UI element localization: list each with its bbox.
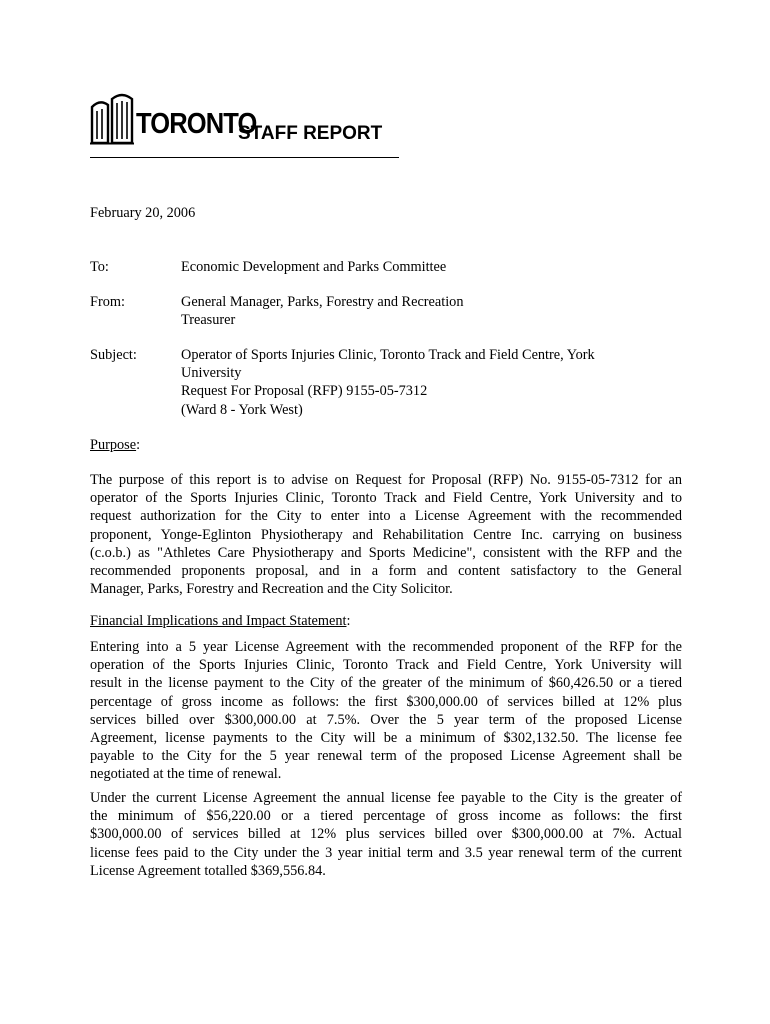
to-value: Economic Development and Parks Committee bbox=[181, 259, 447, 275]
financial-heading: Financial Implications and Impact Statement bbox=[90, 613, 347, 629]
financial-line: License Agreement totalled $369,556.84. bbox=[90, 862, 326, 879]
purpose-line: operator of the Sports Injuries Clinic, Toronto Track and Field Centre, York University and to bbox=[90, 490, 682, 507]
purpose-line: (c.o.b.) as "Athletes Care Physiotherapy and Sports Medicine", consistent with the RFP and the bbox=[90, 544, 682, 561]
purpose-line: The purpose of this report is to advise on Request for Proposal (RFP) No. 9155-05-7312 for an bbox=[90, 472, 682, 488]
purpose-paragraph bbox=[90, 471, 682, 598]
financial-line: $300,000.00 of services billed at 12% plus services billed over $300,000.00 at 7%. Actual bbox=[90, 826, 682, 843]
financial-heading-colon: : bbox=[346, 613, 351, 629]
financial-line: Agreement, license payments to the City will be a minimum of $302,132.50. The license fee bbox=[90, 729, 682, 746]
memo-subject-row bbox=[90, 346, 690, 422]
subject-line: Request For Proposal (RFP) 9155-05-7312 bbox=[181, 383, 428, 400]
report-type-label: STAFF REPORT bbox=[238, 123, 383, 144]
purpose-heading-wrap bbox=[90, 436, 140, 454]
financial-line: services billed over $300,000.00 at 7.5%. Over the 5 year term of the proposed License bbox=[90, 711, 682, 728]
purpose-heading: Purpose bbox=[90, 437, 137, 453]
subject-line: (Ward 8 - York West) bbox=[181, 401, 303, 418]
financial-line: operation of the Sports Injuries Clinic, Toronto Track and Field Centre, York University will bbox=[90, 657, 682, 674]
financial-heading-wrap bbox=[90, 612, 350, 630]
city-hall-logo-icon bbox=[90, 93, 134, 145]
from-label: From: bbox=[90, 294, 125, 310]
financial-paragraph-2 bbox=[90, 789, 682, 880]
report-header bbox=[90, 93, 400, 159]
to-label: To: bbox=[90, 259, 109, 275]
financial-line: result in the license payment to the City of the greater of the minimum of $60,426.50 or a tiered bbox=[90, 675, 682, 692]
financial-line: Entering into a 5 year License Agreement with the recommended proponent of the RFP for the bbox=[90, 639, 682, 655]
financial-line: license fees paid to the City under the 3 year initial term and 3.5 year renewal term of the current bbox=[90, 844, 682, 861]
memo-from-row bbox=[90, 293, 690, 333]
financial-line: percentage of gross income as follows: the first $300,000.00 of services billed at 12% plus bbox=[90, 693, 682, 710]
from-line: General Manager, Parks, Forestry and Recreation bbox=[181, 294, 464, 310]
purpose-heading-colon: : bbox=[136, 437, 141, 453]
subject-line: University bbox=[181, 365, 242, 382]
financial-line: Under the current License Agreement the annual license fee payable to the City is the greater of bbox=[90, 790, 682, 806]
header-rule bbox=[90, 157, 399, 158]
financial-line: the minimum of $56,220.00 or a tiered percentage of gross income as follows: the first bbox=[90, 808, 682, 825]
financial-line: negotiated at the time of renewal. bbox=[90, 766, 282, 783]
purpose-line: proponent, Yonge-Eglinton Physiotherapy and Rehabilitation Centre Inc. carrying on business bbox=[90, 526, 682, 543]
subject-label: Subject: bbox=[90, 347, 137, 363]
purpose-line: request authorization for the City to enter into a License Agreement with the recommended bbox=[90, 508, 682, 525]
memo-to-row bbox=[90, 258, 690, 278]
financial-paragraph-1 bbox=[90, 638, 682, 784]
subject-line: Operator of Sports Injuries Clinic, Toronto Track and Field Centre, York bbox=[181, 347, 595, 363]
purpose-line: recommended proponents proposal, and in a form and content satisfactory to the General bbox=[90, 562, 682, 579]
toronto-logo-text: TORONTO bbox=[136, 108, 257, 140]
report-date: February 20, 2006 bbox=[90, 205, 196, 221]
from-line: Treasurer bbox=[181, 312, 236, 329]
from-value bbox=[181, 293, 681, 329]
financial-line: payable to the City for the 5 year renewal term of the proposed License Agreement shall be bbox=[90, 748, 682, 765]
subject-value bbox=[181, 346, 681, 419]
purpose-line: Manager, Parks, Forestry and Recreation and the City Solicitor. bbox=[90, 581, 453, 598]
